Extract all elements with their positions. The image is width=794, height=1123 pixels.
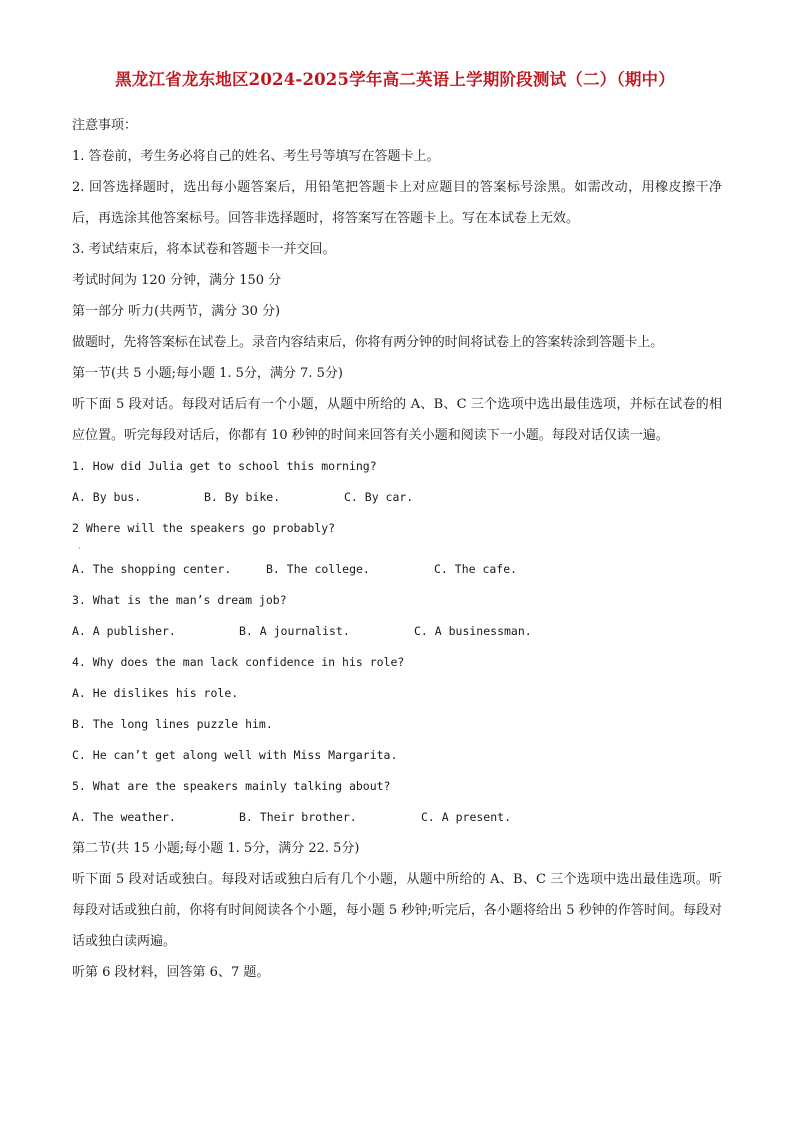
section1-heading: 第一节(共 5 小题;每小题 1. 5分，满分 7. 5分) xyxy=(72,366,343,381)
section1-instruction: 听下面 5 段对话。每段对话后有一个小题，从题中所给的 A、B、C 三个选项中选出最佳选项，并标在试卷的相应位置。听完每段对话后，你都有 10 秒钟的时间来回答有关小题和阅读下一小题。每段对话仅读一遍。 xyxy=(72,397,722,443)
option-b: B. A journalist. xyxy=(239,624,350,638)
question-2-options xyxy=(72,554,722,585)
option-c: C. He can’t get along well with Miss Margarita. xyxy=(72,748,398,762)
question-2: 2 Where will the speakers go probably? xyxy=(72,521,336,535)
section2-instruction: 听下面 5 段对话或独白。每段对话或独白后有几个小题，从题中所给的 A、B、C 三个选项中选出最佳选项。听每段对话或独白前，你将有时间阅读各个小题，每小题 5 秒钟;听完后，各小题将给出 5 秒钟的作答时间。每段对话或独白读两遍。 xyxy=(72,872,722,949)
question-1: 1. How did Julia get to school this morning? xyxy=(72,459,377,473)
option-c: C. By car. xyxy=(344,490,414,504)
notice-item-3: 3. 考试结束后，将本试卷和答题卡一并交回。 xyxy=(72,242,336,257)
part1-instruction: 做题时，先将答案标在试卷上。录音内容结束后，你将有两分钟的时间将试卷上的答案转涂到答题卡上。 xyxy=(72,335,664,350)
notice-heading: 注意事项： xyxy=(72,118,138,133)
material-6-heading: 听第 6 段材料，回答第 6、7 题。 xyxy=(72,965,270,980)
option-b: B. The long lines puzzle him. xyxy=(72,717,273,731)
question-3-options xyxy=(72,616,722,647)
option-b: B. Their brother. xyxy=(239,810,357,824)
option-a: A. A publisher. xyxy=(72,624,176,638)
question-5: 5. What are the speakers mainly talking about? xyxy=(72,779,391,793)
option-b: B. By bike. xyxy=(204,490,281,504)
question-4: 4. Why does the man lack confidence in his role? xyxy=(72,655,405,669)
option-a: A. The weather. xyxy=(72,810,176,824)
stray-mark: · xyxy=(78,544,81,553)
question-1-options xyxy=(72,482,722,513)
page-title: 黑龙江省龙东地区2024-2025学年高二英语上学期阶段测试（二）（期中） xyxy=(115,70,675,89)
option-a: A. He dislikes his role. xyxy=(72,686,239,700)
option-a: A. By bus. xyxy=(72,490,142,504)
option-a: A. The shopping center. xyxy=(72,562,232,576)
notice-item-2: 2. 回答选择题时，选出每小题答案后，用铅笔把答题卡上对应题目的答案标号涂黑。如需改动，用橡皮擦干净后，再选涂其他答案标号。回答非选择题时，将答案写在答题卡上。写在本试卷上无效。 xyxy=(72,180,722,226)
question-3: 3. What is the man’s dream job? xyxy=(72,593,287,607)
part1-heading: 第一部分 听力(共两节，满分 30 分) xyxy=(72,304,281,319)
option-c: C. The cafe. xyxy=(434,562,518,576)
option-c: C. A businessman. xyxy=(414,624,532,638)
option-c: C. A present. xyxy=(421,810,512,824)
option-b: B. The college. xyxy=(266,562,370,576)
notice-item-1: 1. 答卷前，考生务必将自己的姓名、考生号等填写在答题卡上。 xyxy=(72,149,440,164)
section2-heading: 第二节(共 15 小题;每小题 1. 5分，满分 22. 5分) xyxy=(72,841,360,856)
question-5-options xyxy=(72,802,722,833)
exam-page xyxy=(72,66,722,988)
exam-time: 考试时间为 120 分钟，满分 150 分 xyxy=(72,273,282,288)
